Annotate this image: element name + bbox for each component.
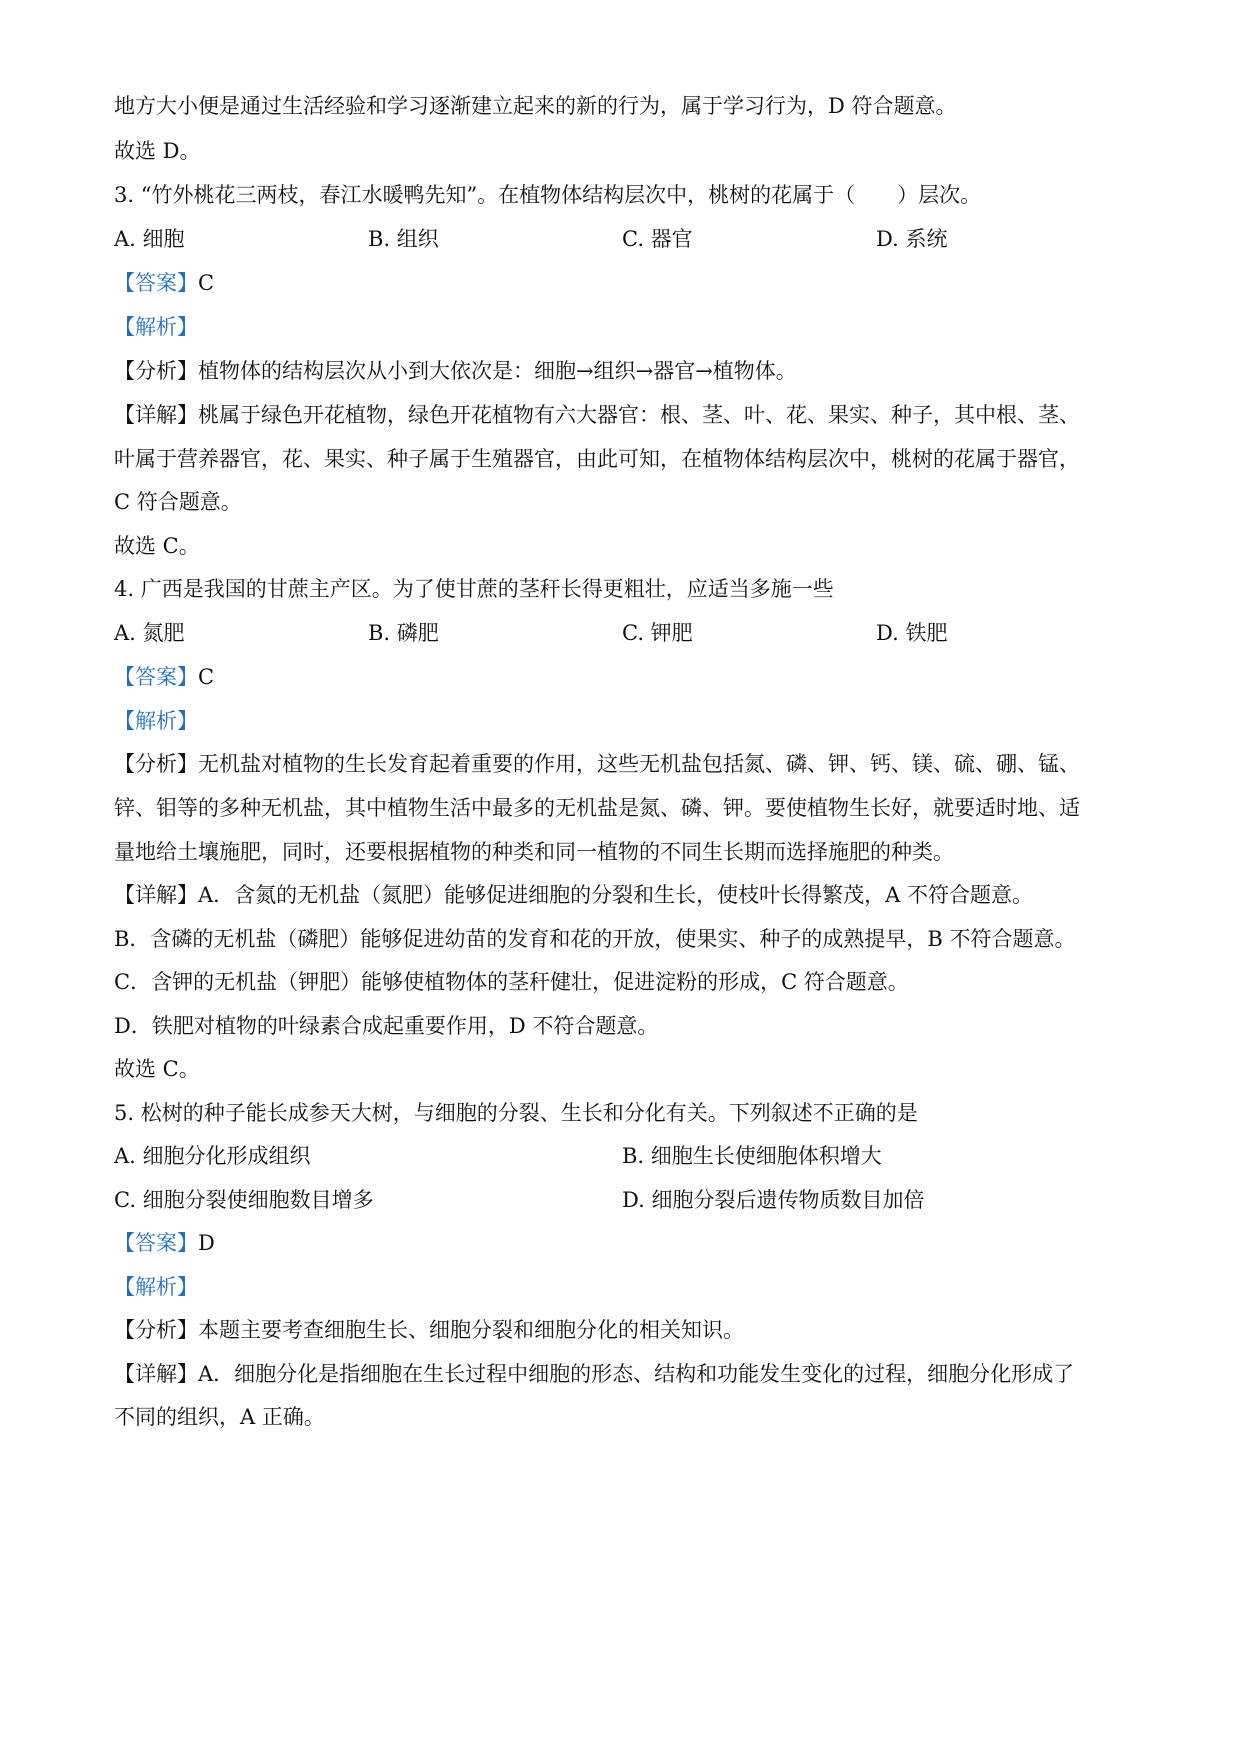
detail-line: B．含磷的无机盐（磷肥）能够促进幼苗的发育和花的开放，使果实、种子的成熟提早，B 不符合题意。 — [114, 927, 1076, 951]
conclusion-line: 故选 C。 — [114, 1057, 200, 1081]
text-line: 地方大小便是通过生活经验和学习逐渐建立起来的新的行为，属于学习行为，D 符合题意。 — [114, 94, 957, 118]
detail-line: 不同的组织，A 正确。 — [114, 1405, 325, 1429]
option-c: C. 器官 — [622, 227, 693, 251]
answer-line — [114, 268, 1126, 298]
detail-line: 【详解】A．含氮的无机盐（氮肥）能够促进细胞的分裂和生长，使枝叶长得繁茂，A 不符合题意。 — [114, 883, 1034, 907]
detail-line: 【详解】A．细胞分化是指细胞在生长过程中细胞的形态、结构和功能发生变化的过程，细胞分化形成了 — [114, 1362, 1075, 1386]
answer-line — [114, 1228, 1126, 1258]
option-a: A. 氮肥 — [114, 621, 185, 645]
analysis-line: 【分析】无机盐对植物的生长发育起着重要的作用，这些无机盐包括氮、磷、钾、钙、镁、硫、硼、锰、 — [114, 752, 1080, 776]
analysis-tag: 【解析】 — [114, 315, 198, 339]
conclusion-line: 故选 C。 — [114, 534, 200, 558]
answer-value: C — [198, 271, 215, 295]
analysis-line: 锌、钼等的多种无机盐，其中植物生活中最多的无机盐是氮、磷、钾。要使植物生长好，就要适时地、适 — [114, 796, 1080, 820]
option-a: A. 细胞 — [114, 227, 185, 251]
answer-value: C — [198, 665, 215, 689]
detail-line: C．含钾的无机盐（钾肥）能够使植物体的茎秆健壮，促进淀粉的形成，C 符合题意。 — [114, 970, 909, 994]
detail-line: 【详解】桃属于绿色开花植物，绿色开花植物有六大器官：根、茎、叶、花、果实、种子，其中根、茎、 — [114, 403, 1080, 427]
detail-line: D．铁肥对植物的叶绿素合成起重要作用，D 不符合题意。 — [114, 1014, 659, 1038]
analysis-line: 【分析】本题主要考查细胞生长、细胞分裂和细胞分化的相关知识。 — [114, 1318, 744, 1342]
option-b: B. 细胞生长使细胞体积增大 — [622, 1144, 882, 1168]
detail-line: 叶属于营养器官，花、果实、种子属于生殖器官，由此可知，在植物体结构层次中，桃树的花属于器官， — [114, 447, 1080, 471]
detail-line: C 符合题意。 — [114, 490, 242, 514]
analysis-tag: 【解析】 — [114, 709, 198, 733]
option-b: B. 磷肥 — [368, 621, 439, 645]
option-c: C. 细胞分裂使细胞数目增多 — [114, 1188, 374, 1212]
question-5-stem: 5. 松树的种子能长成参天大树，与细胞的分裂、生长和分化有关。下列叙述不正确的是 — [114, 1101, 918, 1125]
option-d: D. 系统 — [876, 227, 948, 251]
conclusion-line: 故选 D。 — [114, 139, 201, 163]
question-3-stem: 3. “竹外桃花三两枝，春江水暖鸭先知”。在植物体结构层次中，桃树的花属于（ ）层次。 — [114, 183, 982, 207]
answer-value: D — [198, 1231, 215, 1255]
analysis-line: 量地给土壤施肥，同时，还要根据植物的种类和同一植物的不同生长期而选择施肥的种类。 — [114, 840, 954, 864]
analysis-tag: 【解析】 — [114, 1275, 198, 1299]
answer-line — [114, 662, 1126, 692]
option-d: D. 铁肥 — [876, 621, 948, 645]
option-c: C. 钾肥 — [622, 621, 693, 645]
option-b: B. 组织 — [368, 227, 439, 251]
option-a: A. 细胞分化形成组织 — [114, 1144, 311, 1168]
analysis-line: 【分析】植物体的结构层次从小到大依次是：细胞→组织→器官→植物体。 — [114, 359, 797, 383]
question-4-stem: 4. 广西是我国的甘蔗主产区。为了使甘蔗的茎秆长得更粗壮，应适当多施一些 — [114, 577, 834, 601]
option-d: D. 细胞分裂后遗传物质数目加倍 — [622, 1188, 925, 1212]
answer-tag: 【答案】 — [114, 665, 198, 689]
answer-tag: 【答案】 — [114, 271, 198, 295]
answer-tag: 【答案】 — [114, 1231, 198, 1255]
